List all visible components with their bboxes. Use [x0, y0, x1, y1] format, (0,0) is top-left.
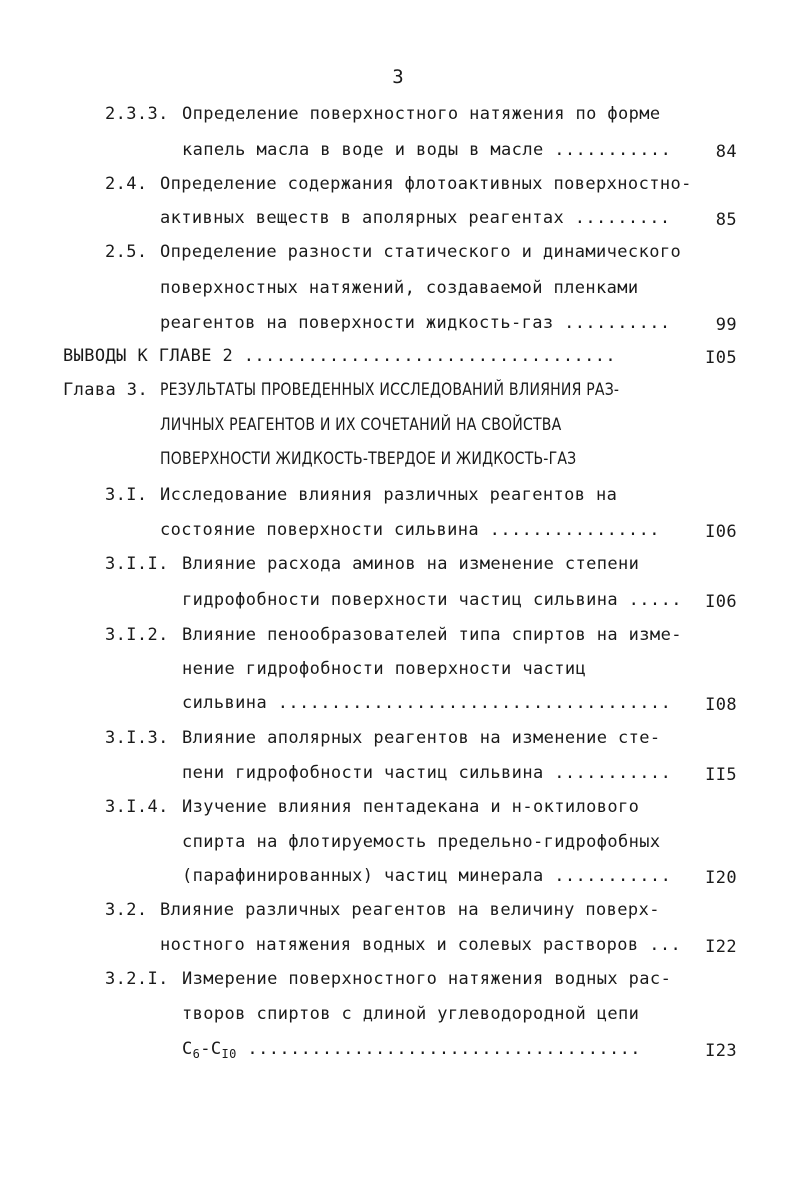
toc-entry-text: (парафинированных) частиц минерала ........... — [182, 866, 672, 886]
toc-entry-page: 99 — [715, 315, 737, 335]
toc-entry-text: капель масла в воде и воды в масле ........... — [182, 140, 672, 160]
toc-entry-text: Измерение поверхностного натяжения водных рас- — [182, 969, 672, 989]
toc-entry-text: Исследование влияния различных реагентов на — [160, 485, 618, 505]
toc-entry-number: 3.2. — [105, 900, 148, 920]
toc-entry-number: 3.I.I. — [105, 554, 169, 574]
toc-entry-number: 2.5. — [105, 242, 148, 262]
toc-entry-text: ностного натяжения водных и солевых растворов ... — [160, 935, 682, 955]
formula-line — [182, 1038, 641, 1065]
toc-entry-text: ВЫВОДЫ К ГЛАВЕ 2 ................................... — [63, 346, 617, 366]
toc-entry-text: поверхностных натяжений, создаваемой пленками — [160, 278, 639, 298]
toc-entry-text: сильвина ..................................... — [182, 693, 672, 713]
toc-entry-text: Определение содержания флотоактивных поверхностно- — [160, 174, 692, 194]
toc-entry-number: 3.I.4. — [105, 797, 169, 817]
toc-entry-text: творов спиртов с длиной углеводородной цепи — [182, 1004, 640, 1024]
chapter-title: РЕЗУЛЬТАТЫ ПРОВЕДЕННЫХ ИССЛЕДОВАНИЙ ВЛИЯНИЯ РАЗ- — [160, 380, 620, 400]
formula-leader: ..................................... — [236, 1039, 641, 1059]
toc-entry-text: гидрофобности поверхности частиц сильвина ..... — [182, 590, 682, 610]
toc-entry-text: реагентов на поверхности жидкость-газ .......... — [160, 313, 671, 333]
chapter-title: ПОВЕРХНОСТИ ЖИДКОСТЬ-ТВЕРДОЕ И ЖИДКОСТЬ-ГАЗ — [160, 449, 577, 469]
page-number: 3 — [392, 66, 405, 88]
toc-entry-text: нение гидрофобности поверхности частиц — [182, 659, 587, 679]
formula-carbon: C — [210, 1039, 222, 1059]
toc-entry-page: I08 — [705, 695, 737, 715]
toc-entry-page: 84 — [715, 142, 737, 162]
toc-entry-text: спирта на флотируемость предельно-гидрофобных — [182, 832, 661, 852]
toc-entry-text: Влияние различных реагентов на величину поверх- — [160, 900, 660, 920]
toc-entry-number: 3.I.2. — [105, 625, 169, 645]
toc-entry-number: 3.I. — [105, 485, 148, 505]
toc-entry-page: I23 — [705, 1041, 737, 1061]
chapter-label: Глава 3. — [63, 380, 149, 400]
toc-entry-page: I06 — [705, 522, 737, 542]
toc-entry-page: 85 — [715, 210, 737, 230]
toc-entry-text: Влияние пенообразователей типа спиртов на изме- — [182, 625, 682, 645]
toc-entry-number: 2.4. — [105, 174, 148, 194]
formula-carbon: C — [182, 1039, 193, 1059]
toc-entry-text: Определение поверхностного натяжения по форме — [182, 104, 661, 124]
toc-entry-number: 3.2.I. — [105, 969, 169, 989]
formula-dash: - — [200, 1039, 211, 1059]
formula-subscript: 6 — [192, 1047, 201, 1061]
toc-entry-text: состояние поверхности сильвина ................ — [160, 520, 660, 540]
toc-entry-page: I20 — [705, 868, 737, 888]
chapter-title: ЛИЧНЫХ РЕАГЕНТОВ И ИХ СОЧЕТАНИЙ НА СВОЙСТВА — [160, 415, 562, 435]
toc-entry-page: I05 — [705, 348, 737, 368]
toc-entry-page: I22 — [705, 937, 737, 957]
toc-entry-text: Изучение влияния пентадекана и н-октилового — [182, 797, 640, 817]
toc-entry-number: 3.I.3. — [105, 728, 169, 748]
formula-subscript: I0 — [221, 1047, 237, 1061]
toc-entry-number: 2.3.3. — [105, 104, 169, 124]
toc-entry-text: активных веществ в аполярных реагентах ......... — [160, 208, 671, 228]
toc-entry-text: Влияние расхода аминов на изменение степени — [182, 554, 640, 574]
toc-entry-text: Влияние аполярных реагентов на изменение сте- — [182, 728, 661, 748]
toc-entry-page: I06 — [705, 592, 737, 612]
toc-entry-text: Определение разности статического и динамического — [160, 242, 682, 262]
toc-entry-page: II5 — [705, 765, 737, 785]
toc-entry-text: пени гидрофобности частиц сильвина ........... — [182, 763, 672, 783]
